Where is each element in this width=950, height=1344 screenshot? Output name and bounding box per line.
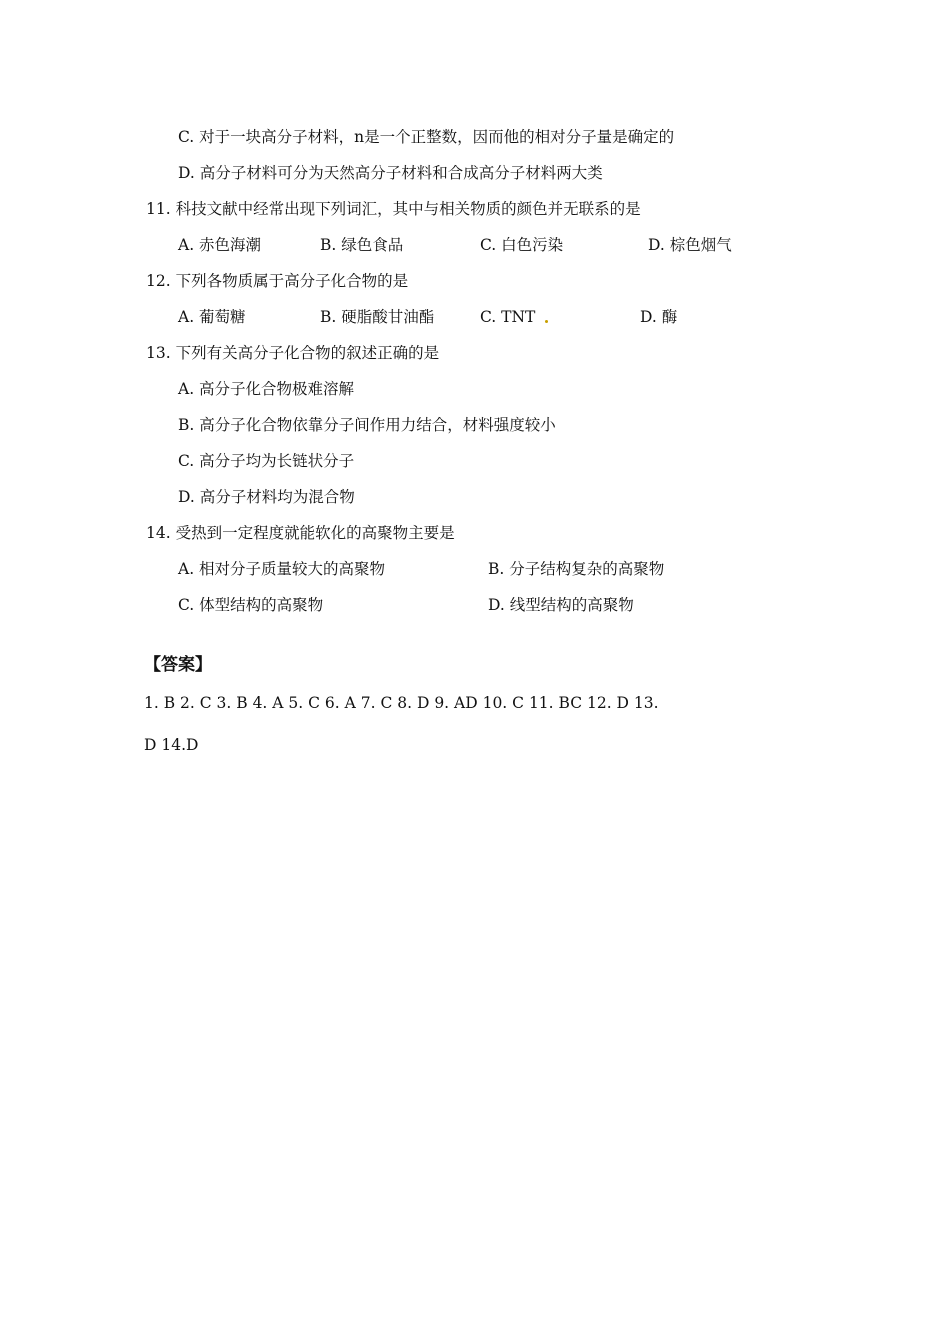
q10-option-d: D. 高分子材料可分为天然高分子材料和合成高分子材料两大类	[178, 164, 603, 182]
answer-line-1: 1. B 2. C 3. B 4. A 5. C 6. A 7. C 8. D 9. AD 10. C 11. BC 12. D 13.	[144, 694, 659, 712]
answer-line-2: D 14.D	[144, 736, 199, 754]
stray-dot-mark	[545, 320, 548, 323]
q10-option-c: C. 对于一块高分子材料，n是一个正整数，因而他的相对分子量是确定的	[178, 128, 675, 146]
q12-option-b: B. 硬脂酸甘油酯	[320, 308, 435, 326]
q13-option-d: D. 高分子材料均为混合物	[178, 488, 355, 506]
q13-option-c: C. 高分子均为长链状分子	[178, 452, 355, 470]
q11-stem: 11. 科技文献中经常出现下列词汇，其中与相关物质的颜色并无联系的是	[146, 200, 641, 218]
q12-stem: 12. 下列各物质属于高分子化合物的是	[146, 272, 409, 290]
q12-option-d: D. 酶	[640, 308, 678, 326]
q14-option-a: A. 相对分子质量较大的高聚物	[178, 560, 386, 578]
q14-stem: 14. 受热到一定程度就能软化的高聚物主要是	[146, 524, 455, 542]
q13-stem: 13. 下列有关高分子化合物的叙述正确的是	[146, 344, 440, 362]
q13-option-b: B. 高分子化合物依靠分子间作用力结合，材料强度较小	[178, 416, 556, 434]
q14-option-c: C. 体型结构的高聚物	[178, 596, 324, 614]
q11-option-d: D. 棕色烟气	[648, 236, 732, 254]
q11-option-b: B. 绿色食品	[320, 236, 404, 254]
q13-option-a: A. 高分子化合物极难溶解	[178, 380, 355, 398]
q11-option-c: C. 白色污染	[480, 236, 564, 254]
q14-option-b: B. 分子结构复杂的高聚物	[488, 560, 665, 578]
q14-option-d: D. 线型结构的高聚物	[488, 596, 634, 614]
answer-heading: 【答案】	[144, 655, 212, 675]
q12-option-a: A. 葡萄糖	[178, 308, 246, 326]
q12-option-c: C. TNT	[480, 308, 536, 326]
q11-option-a: A. 赤色海潮	[178, 236, 262, 254]
